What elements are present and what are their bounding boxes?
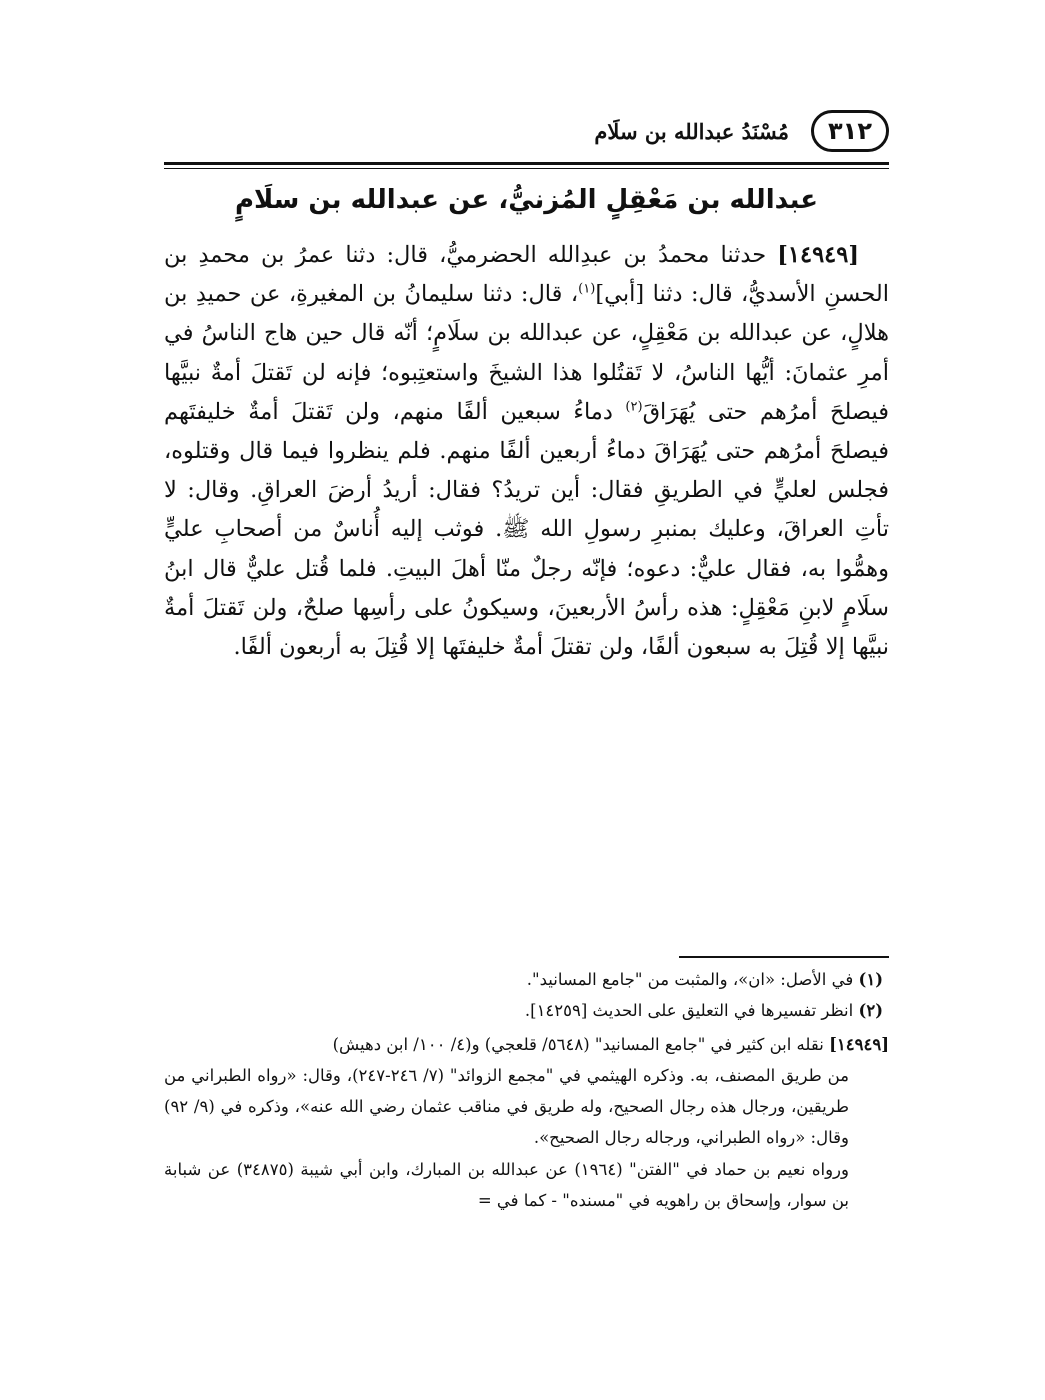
header-rule-thin: [164, 168, 889, 169]
page-number: ٣١٢: [811, 110, 889, 152]
running-title: مُسْنَدُ عبدالله بن سلَام: [594, 118, 789, 144]
commentary-hadith-number: [١٤٩٤٩]: [829, 1034, 889, 1054]
book-page: [164, 96, 889, 1316]
footnote-ref-2[interactable]: (٢): [625, 399, 643, 415]
running-header: [594, 106, 889, 156]
footnote-separator: [679, 956, 889, 958]
hadith-text-part-1: حدثنا محمدُ بن عبدِالله الحضرميُّ، قال: دثنا عمرُ بن محمدِ بن الحسنِ الأسديُّ، قال: دثنا [أبي]: [164, 242, 889, 308]
commentary-paragraph-1: من طريق المصنف، به. وذكره الهيثمي في "مجمع الزوائد" (٧/ ٢٤٦-٢٤٧)، وقال: «رواه الطبراني من طريقين، ورجال هذه رجال الصحيح، وله طريق في مناقب عثمان رضي الله عنه»، وذكره في (٩/ ٩٢) وقال: «رواه الطبراني، ورجاله رجال الصحيح».: [164, 1065, 849, 1148]
footnote-ref-1[interactable]: (١): [578, 281, 596, 297]
takhrij-commentary: [164, 1029, 889, 1217]
commentary-line-1: نقله ابن كثير في "جامع المسانيد" (٥٦٤٨/ قلعجي) و(٤/ ١٠٠/ ابن دهيش): [332, 1034, 830, 1054]
footnote-1: [164, 964, 889, 995]
footnote-2: [164, 995, 889, 1026]
hadith-text-part-2: ، قال: دثنا سليمانُ بن المغيرةِ، عن حميدِ بن هلالٍ، عن عبدالله بن مَعْقِلٍ، عن عبدالله بن سلَامٍ؛ أنّه قال حين هاج الناسُ في أمرِ عثمانَ: أيُّها الناسُ، لا تَقتُلوا هذا الشيخَ واستعتِبوه؛ فإنه لن تَقتلَ أمةٌ نبيَّها فيصلحَ أمرُهم حتى يُهَرَاقَ: [164, 281, 889, 425]
footnotes: [164, 964, 889, 1216]
footnote-text: انظر تفسيرها في التعليق على الحديث [١٤٢٥٩].: [524, 1001, 854, 1021]
header-rule-thick: [164, 162, 889, 165]
hadith-body: [164, 236, 889, 667]
hadith-number: [١٤٩٤٩]: [777, 242, 860, 268]
section-title: عبدالله بن مَعْقِلٍ المُزنيُّ، عن عبدالله بن سلَامٍ: [234, 185, 819, 215]
footnote-text: في الأصل: «ان»، والمثبت من "جامع المسانيد".: [526, 970, 854, 989]
commentary-paragraph-2: ورواه نعيم بن حماد في "الفتن" (١٩٦٤) عن عبدالله بن المبارك، وابن أبي شيبة (٣٤٨٧٥) عن شبابة بن سوار، وإسحاق بن راهويه في "مسنده" - كما في =: [164, 1159, 849, 1211]
hadith-text-part-3: دماءُ سبعين ألفًا منهم، ولن تَقتلَ أمةٌ خليفتَهم فيصلحَ أمرُهم حتى يُهَرَاقَ دماءُ أربعين ألفًا منهم. فلم ينظروا فيما قال وقتلوه، فجلس لعليٍّ في الطريقِ فقال: أين تريدُ؟ فقال: أريدُ أرضَ العراقِ. وقال: لا تأتِ العراقَ، وعليك بمنبرِ رسولِ الله ﷺ. فوثب إليه أُناسٌ من أصحابِ عليٍّ وهمُّوا به، فقال عليٌّ: دعوه؛ فإنّه رجلٌ منّا أهلَ البيتِ. فلما قُتل عليٌّ قال ابنُ سلَامٍ لابنِ مَعْقِلٍ: هذه رأسُ الأربعينَ، وسيكونُ على رأسِها صلحٌ، ولن تَقتلَ أمةٌ نبيَّها إلا قُتِلَ به سبعون ألفًا، ولن تقتلَ أمةٌ خليفتَها إلا قُتِلَ به أربعون ألفًا.: [164, 398, 889, 661]
footnote-number: (٢): [858, 1001, 883, 1021]
footnote-number: (١): [858, 970, 883, 989]
